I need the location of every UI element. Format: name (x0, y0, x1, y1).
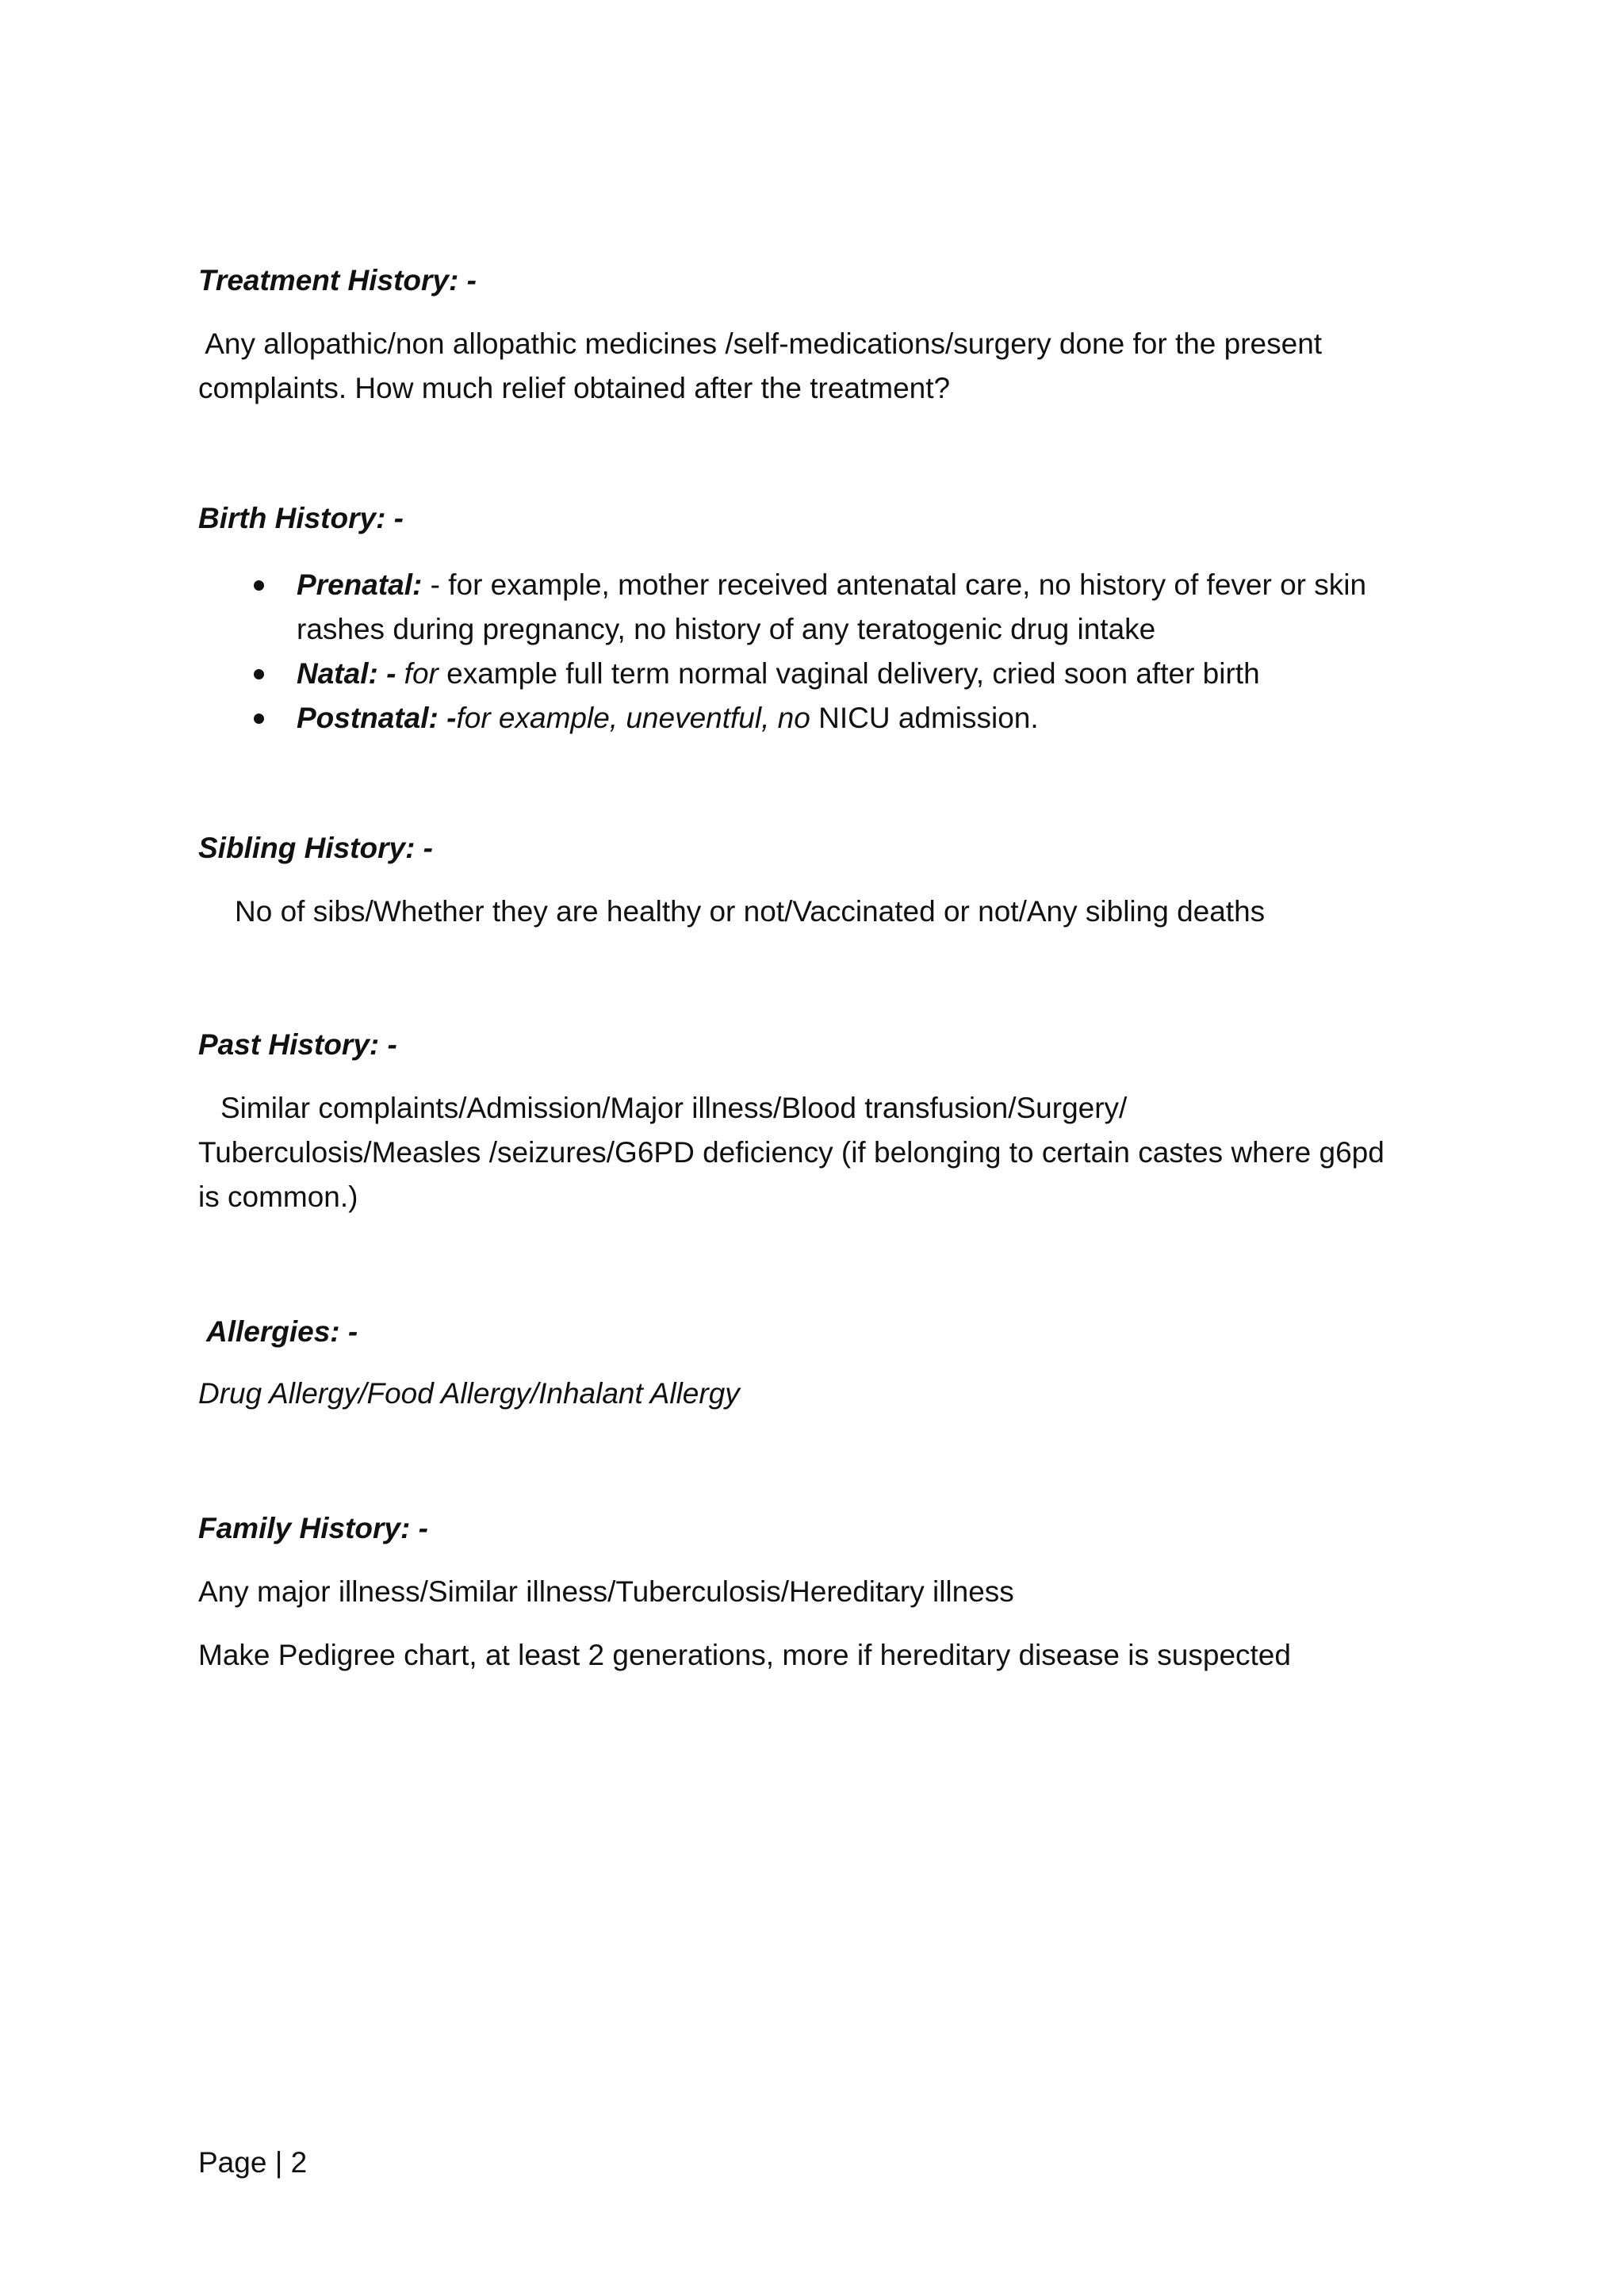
sibling-history-heading: Sibling History: - (198, 832, 433, 864)
past-history-line-3: is common.) (198, 1181, 358, 1213)
allergies-heading: Allergies: - (206, 1315, 358, 1348)
natal-label: Natal: - (297, 657, 396, 690)
postnatal-italic-text: for example, uneventful, no (456, 702, 810, 734)
bullet-icon (254, 714, 264, 724)
family-history-line-1: Any major illness/Similar illness/Tuberculosis/Hereditary illness (198, 1575, 1014, 1608)
birth-history-section (198, 499, 1435, 740)
past-history-heading: Past History: - (198, 1028, 397, 1061)
treatment-history-line-2: complaints. How much relief obtained after the treatment? (198, 372, 951, 404)
family-history-section (198, 1510, 1435, 1678)
bullet-icon (254, 669, 264, 679)
past-history-section (198, 1026, 1435, 1219)
birth-history-heading: Birth History: - (198, 502, 404, 534)
treatment-history-section (198, 262, 1435, 411)
past-history-line-2: Tuberculosis/Measles /seizures/G6PD deficiency (if belonging to certain castes where g6pd (198, 1136, 1385, 1169)
allergies-line-1: Drug Allergy/Food Allergy/Inhalant Allergy (198, 1377, 740, 1410)
treatment-history-line-1: Any allopathic/non allopathic medicines /self-medications/surgery done for the present (198, 327, 1323, 360)
postnatal-item (198, 696, 1435, 740)
page-number-footer: Page | 2 (198, 2146, 308, 2179)
sibling-history-line-1: No of sibs/Whether they are healthy or not/Vaccinated or not/Any sibling deaths (235, 895, 1266, 928)
bullet-icon (254, 580, 264, 591)
prenatal-label: Prenatal: (297, 568, 423, 601)
prenatal-text-line-1: - for example, mother received antenatal care, no history of fever or skin (422, 568, 1367, 601)
natal-text: example full term normal vaginal delivery, cried soon after birth (438, 657, 1260, 690)
postnatal-text: NICU admission. (810, 702, 1039, 734)
birth-history-list (198, 563, 1435, 740)
past-history-line-1: Similar complaints/Admission/Major illness/Blood transfusion/Surgery/ (220, 1092, 1128, 1124)
prenatal-text-line-2: rashes during pregnancy, no history of any teratogenic drug intake (297, 613, 1156, 645)
natal-italic-text: for (396, 657, 439, 690)
family-history-line-2: Make Pedigree chart, at least 2 generations, more if hereditary disease is suspected (198, 1639, 1291, 1671)
treatment-history-heading: Treatment History: - (198, 264, 477, 297)
natal-item (198, 652, 1435, 696)
postnatal-label: Postnatal: - (297, 702, 457, 734)
family-history-heading: Family History: - (198, 1512, 428, 1544)
prenatal-item (198, 563, 1435, 652)
allergies-section (198, 1313, 1435, 1416)
sibling-history-section (198, 829, 1435, 934)
